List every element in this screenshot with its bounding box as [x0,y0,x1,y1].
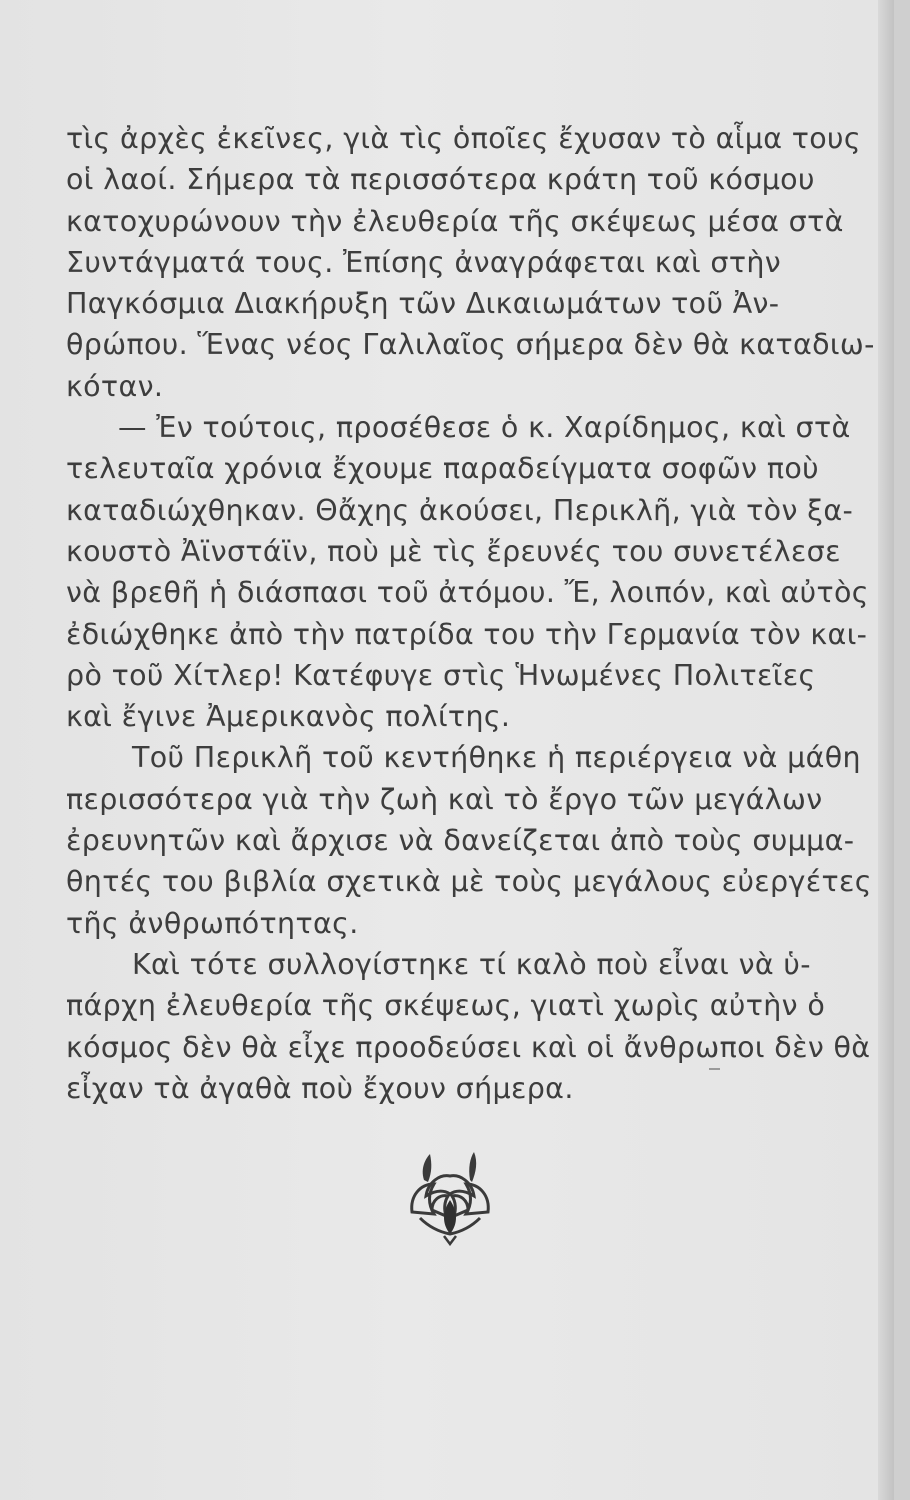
text-line: — Ἐν τούτοις, προσέθεσε ὁ κ. Χαρίδημος, καὶ στὰ [118,411,851,445]
text-line: θητές του βιβλία σχετικὰ μὲ τοὺς μεγάλους εὐεργέτες [66,865,872,899]
text-line: οἱ λαοί. Σήμερα τὰ περισσότερα κράτη τοῦ κόσμου [66,163,815,197]
text-line: κόταν. [66,369,164,403]
text-line: καὶ ἔγινε Ἀμερικανὸς πολίτης. [66,700,511,734]
text-line: θρώπου. Ἕνας νέος Γαλιλαῖος σήμερα δὲν θὰ καταδιω- [66,328,875,362]
body-text [66,118,875,1109]
text-line: κατοχυρώνουν τὴν ἐλευθερία τῆς σκέψεως μέσα στὰ [66,204,844,238]
text-line: Τοῦ Περικλῆ τοῦ κεντήθηκε ἡ περιέργεια νὰ μάθη [132,741,861,775]
text-line: τὶς ἀρχὲς ἐκεῖνες, γιὰ τὶς ὁποῖες ἔχυσαν τὸ αἷμα τους [66,122,861,155]
text-line: ρὸ τοῦ Χίτλερ! Κατέφυγε στὶς Ἡνωμένες Πολιτεῖες [66,658,816,692]
text-line: τελευταῖα χρόνια ἔχουμε παραδείγματα σοφῶν ποὺ [66,452,819,486]
text-line: Καὶ τότε συλλογίστηκε τί καλὸ ποὺ εἶναι νὰ ὑ- [132,947,811,981]
text-line: καταδιώχθηκαν. Θἄχης ἀκούσει, Περικλῆ, γιὰ τὸν ξα- [66,493,854,527]
text-line: περισσότερα γιὰ τὴν ζωὴ καὶ τὸ ἔργο τῶν μεγάλων [66,782,823,816]
text-line: εἶχαν τὰ ἀγαθὰ ποὺ ἔχουν σήμερα. [66,1071,574,1105]
lotus-flower-ornament-icon [406,1150,494,1246]
text-line: ἐρευνητῶν καὶ ἄρχισε νὰ δανείζεται ἀπὸ τοὺς συμμα- [66,824,855,858]
text-line: πάρχη ἐλευθερία τῆς σκέψεως, γιατὶ χωρὶς αὐτὴν ὁ [66,989,826,1023]
text-line: κουστὸ Ἀϊνστάϊν, ποὺ μὲ τὶς ἔρευνές του συνετέλεσε [66,534,841,568]
text-line: Συντάγματά τους. Ἐπίσης ἀναγράφεται καὶ στὴν [66,245,782,279]
text-line: κόσμος δὲν θὰ εἶχε προοδεύσει καὶ οἱ ἄνθρωποι δὲν θὰ [66,1030,871,1064]
text-line: Παγκόσμια Διακήρυξη τῶν Δικαιωμάτων τοῦ Ἀν- [66,287,780,321]
ink-speck [709,1068,720,1070]
text-line: ἐδιώχθηκε ἀπὸ τὴν πατρίδα του τὴν Γερμανία τὸν και- [66,617,868,651]
text-line: τῆς ἀνθρωπότητας. [66,906,359,940]
text-line: νὰ βρεθῆ ἡ διάσπασι τοῦ ἀτόμου. Ἔ, λοιπόν, καὶ αὐτὸς [66,576,869,610]
page-edge-shadow [878,0,894,1500]
